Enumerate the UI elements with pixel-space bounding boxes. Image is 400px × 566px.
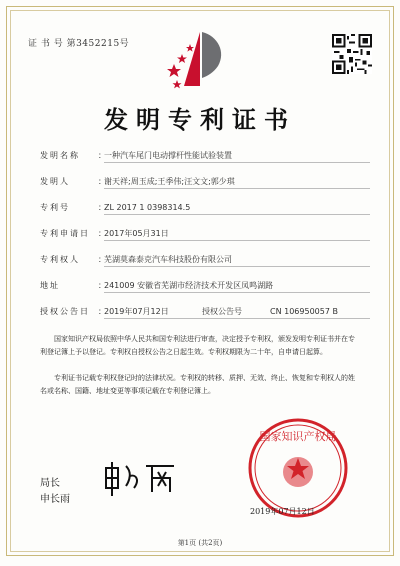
field-value: 2019年07月12日 (104, 307, 169, 316)
field-label: 专利申请日 (40, 229, 90, 238)
field-value: 芜湖莫森泰克汽车科技股份有限公司 (104, 255, 232, 264)
certificate-paragraph-2: 专利证书记载专利权登记时的法律状况。专利权的转移、质押、无效、终止、恢复和专利权人的姓名或名称、国籍、地址变更等事项记载在专利登记簿上。 (40, 374, 355, 395)
field-value: 一种汽车尾门电动撑杆性能试验装置 (104, 151, 232, 160)
page-footer: 第1页 (共2页) (177, 539, 223, 547)
qr-code-icon (332, 34, 372, 74)
director-title: 局长 (40, 478, 60, 489)
svg-text:国家知识产权局: 国家知识产权局 (259, 430, 337, 443)
seal-date: 2019年07月12日 (250, 507, 315, 516)
field-value: 241009 安徽省芜湖市经济技术开发区凤鸣湖路 (104, 281, 274, 290)
patent-office-emblem-icon (160, 26, 240, 92)
certificate-paragraph-1: 国家知识产权局依照中华人民共和国专利法进行审查，决定授予专利权，颁发发明专利证书并在专利登记簿上予以登记。专利权自授权公告之日起生效。专利权期限为二十年，自申请日起算。 (40, 335, 355, 356)
field-label: 发明人 (40, 177, 70, 186)
field-value: 谢天祥;周玉成;王季伟;汪文文;郭少琪 (104, 177, 235, 186)
field-label: 授权公告日 (40, 307, 90, 316)
field-label: 地址 (40, 281, 60, 290)
handwritten-signature (100, 458, 180, 498)
field-label: 专利号 (40, 203, 70, 212)
certificate-page: 证 书 号 第3452215号 发明专利证书 发明名称 ： 一种汽车尾门电动撑杆性能试验装置 发明人 ： 谢天祥;周玉成;王季伟;汪文文;郭少琪 专利号 ： ZL 2017 1 0398314.5 专利申请日 ： 2017年05月31日 专利权人 ： 芜湖莫森泰克汽车科技股份有限公司 地址 ： 241009 安徽省芜湖市经济技术开发区凤鸣湖路 授权公告日 ： 2019年07月12日 授权公告号 CN 106950057 B 国家知识产权局依照中华人民共和国专利法进行审查，决定授予专利权，颁发发明专利证书并在专利登记簿上予以登记。专利权自授权公告之日起生效。专利权期限为二十年，自申请日起算。 专利证书记载专利权登记时的法律状况。专利权的转移、质押、无效、终止、恢复和专利权人的姓名或名称、国籍、地址变更等事项记载在专利登记簿上。 局长 申长雨 国家知识产权局 2019年07月12日 第1页 (共2页) (0, 0, 400, 566)
certificate-title: 发明专利证书 (104, 105, 296, 134)
certificate-number: 证 书 号 第3452215号 (28, 39, 130, 49)
director-name: 申长雨 (40, 494, 70, 505)
field-label: 专利权人 (40, 255, 80, 264)
field-value-secondary: CN 106950057 B (270, 307, 338, 316)
field-label: 发明名称 (40, 151, 80, 160)
field-value: ZL 2017 1 0398314.5 (104, 203, 191, 212)
field-value: 2017年05月31日 (104, 229, 169, 238)
official-seal (246, 416, 350, 520)
field-label-secondary: 授权公告号 (202, 307, 242, 316)
